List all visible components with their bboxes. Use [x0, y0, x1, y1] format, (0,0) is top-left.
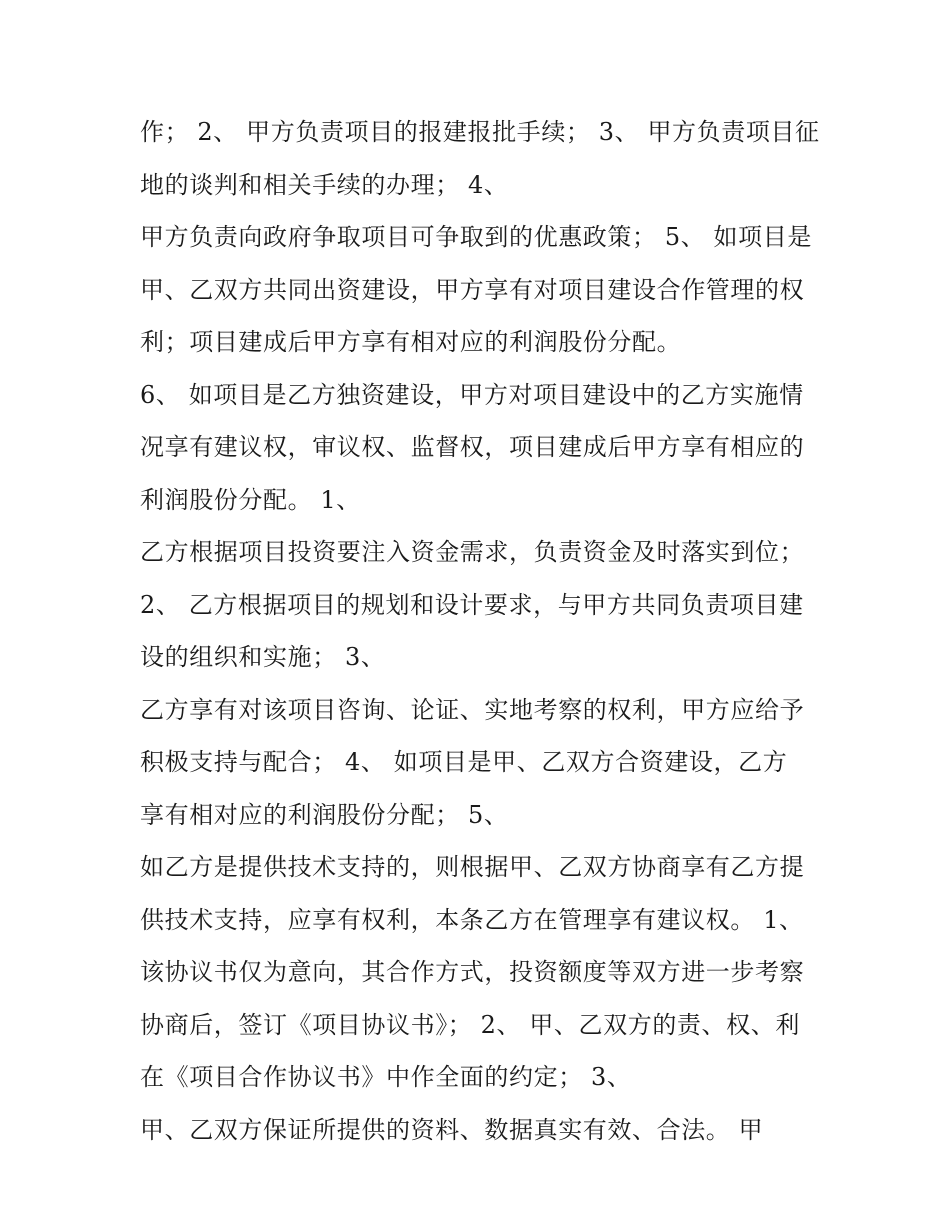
- text-line: 作； 2、 甲方负责项目的报建报批手续； 3、 甲方负责项目征: [140, 118, 820, 146]
- text-line: 乙方根据项目投资要注入资金需求，负责资金及时落实到位；: [140, 538, 805, 566]
- text-line: 6、 如项目是乙方独资建设，甲方对项目建设中的乙方实施情: [140, 380, 804, 409]
- text-line: 该协议书仅为意向，其合作方式，投资额度等双方进一步考察: [140, 958, 805, 986]
- text-line: 甲、乙双方共同出资建设，甲方享有对项目建设合作管理的权: [140, 275, 805, 304]
- document-body: [140, 106, 830, 1156]
- text-line: 乙方享有对该项目咨询、论证、实地考察的权利，甲方应给予: [140, 695, 805, 724]
- text-line: 如乙方是提供技术支持的，则根据甲、乙双方协商享有乙方提: [140, 853, 805, 881]
- text-line: 甲、乙双方保证所提供的资料、数据真实有效、合法。 甲: [140, 1115, 764, 1144]
- text-line: 2、 乙方根据项目的规划和设计要求，与甲方共同负责项目建: [140, 590, 804, 619]
- text-line: 积极支持与配合； 4、 如项目是甲、乙双方合资建设，乙方: [140, 748, 788, 776]
- text-line: 协商后，签订《项目协议书》； 2、 甲、乙双方的责、权、利: [140, 1010, 800, 1039]
- text-line: 享有相对应的利润股份分配； 5、: [140, 800, 509, 829]
- text-line: 供技术支持，应享有权利，本条乙方在管理享有建议权。 1、: [140, 905, 804, 934]
- text-line: 设的组织和实施； 3、: [140, 643, 386, 671]
- text-line: 甲方负责向政府争取项目可争取到的优惠政策； 5、 如项目是: [140, 223, 812, 251]
- text-line: 利；项目建成后甲方享有相对应的利润股份分配。: [140, 328, 682, 356]
- text-line: 利润股份分配。 1、: [140, 485, 361, 514]
- text-line: 况享有建议权，审议权、监督权，项目建成后甲方享有相应的: [140, 433, 805, 461]
- text-line: 在《项目合作协议书》中作全面的约定； 3、: [140, 1063, 632, 1091]
- text-line: 地的谈判和相关手续的办理； 4、: [140, 170, 509, 199]
